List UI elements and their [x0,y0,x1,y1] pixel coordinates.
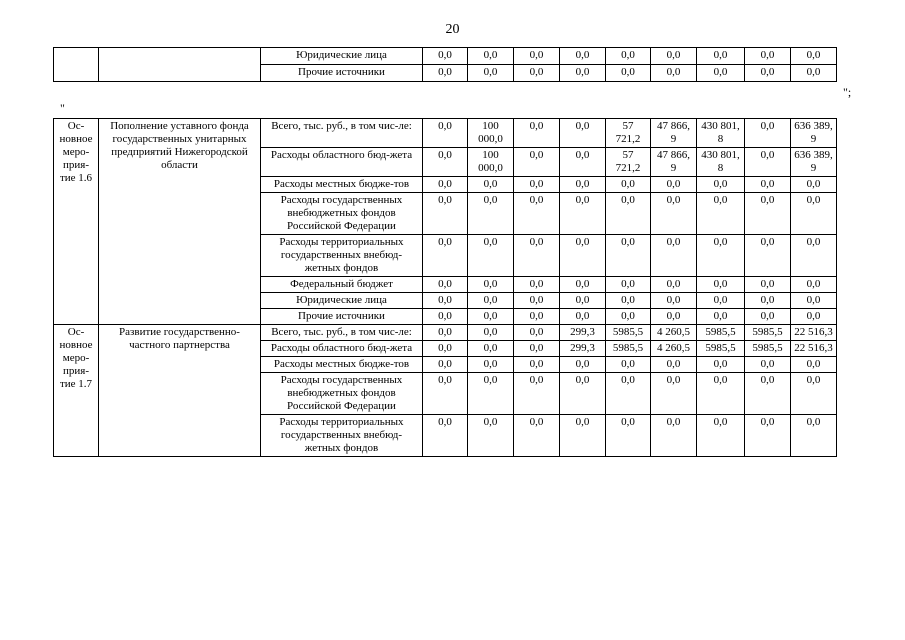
value-cell: 47 866, 9 [651,148,697,177]
value-cell: 0,0 [423,48,468,65]
value-cell: 0,0 [651,277,697,293]
page-number: 20 [445,22,460,37]
source-label-cell: Расходы территориальных государственных внебюд-жетных фондов [261,415,423,457]
value-cell: 0,0 [791,65,837,82]
table-row [54,325,837,341]
source-label-cell: Расходы государственных внебюджетных фондов Российской Федерации [261,373,423,415]
value-cell: 0,0 [514,373,560,415]
value-cell: 0,0 [423,119,468,148]
value-cell: 0,0 [697,193,745,235]
source-label-cell: Расходы областного бюд-жета [261,148,423,177]
value-cell: 0,0 [560,235,606,277]
table-row [54,119,837,148]
value-cell: 0,0 [791,415,837,457]
value-cell: 0,0 [697,373,745,415]
value-cell: 0,0 [745,373,791,415]
value-cell: 0,0 [745,48,791,65]
continuation-table [53,47,837,82]
value-cell: 0,0 [468,341,514,357]
value-cell: 0,0 [745,177,791,193]
value-cell: 0,0 [697,277,745,293]
value-cell: 0,0 [468,325,514,341]
value-cell: 57 721,2 [606,148,651,177]
value-cell: 430 801, 8 [697,119,745,148]
value-cell: 0,0 [745,148,791,177]
value-cell: 0,0 [560,119,606,148]
value-cell: 22 516,3 [791,341,837,357]
value-cell: 0,0 [606,357,651,373]
value-cell: 0,0 [423,65,468,82]
value-cell: 0,0 [651,177,697,193]
value-cell: 0,0 [514,277,560,293]
value-cell: 0,0 [745,415,791,457]
source-label-cell: Прочие источники [261,309,423,325]
value-cell: 0,0 [697,235,745,277]
closing-quote-mark: "; [843,85,852,99]
value-cell: 0,0 [651,373,697,415]
source-label-cell: Расходы местных бюдже-тов [261,357,423,373]
value-cell: 0,0 [745,193,791,235]
value-cell: 0,0 [697,357,745,373]
value-cell: 0,0 [468,235,514,277]
value-cell: 0,0 [745,357,791,373]
source-label-cell: Всего, тыс. руб., в том чис-ле: [261,119,423,148]
value-cell: 0,0 [514,193,560,235]
value-cell: 0,0 [791,373,837,415]
value-cell: 0,0 [606,373,651,415]
source-label-cell: Федеральный бюджет [261,277,423,293]
value-cell: 22 516,3 [791,325,837,341]
value-cell: 0,0 [423,148,468,177]
source-label-cell: Расходы местных бюдже-тов [261,177,423,193]
value-cell: 0,0 [468,193,514,235]
value-cell: 5985,5 [606,341,651,357]
value-cell: 430 801, 8 [697,148,745,177]
value-cell: 0,0 [651,48,697,65]
value-cell: 0,0 [423,293,468,309]
measure-title-cell: Развитие государственно-частного партнерства [99,325,261,457]
value-cell: 5985,5 [745,341,791,357]
value-cell: 0,0 [560,415,606,457]
value-cell: 0,0 [423,341,468,357]
value-cell: 5985,5 [745,325,791,341]
value-cell: 0,0 [423,373,468,415]
value-cell: 0,0 [514,293,560,309]
measure-code-cell [54,48,99,82]
value-cell: 0,0 [560,277,606,293]
measure-code-cell: Ос- новное меро- прия- тие 1.6 [54,119,99,325]
value-cell: 0,0 [560,357,606,373]
value-cell: 0,0 [651,65,697,82]
value-cell: 0,0 [560,148,606,177]
value-cell: 0,0 [514,341,560,357]
value-cell: 636 389, 9 [791,148,837,177]
value-cell: 0,0 [514,357,560,373]
value-cell: 0,0 [468,65,514,82]
value-cell: 0,0 [468,309,514,325]
source-label-cell: Юридические лица [261,293,423,309]
value-cell: 0,0 [697,65,745,82]
measure-code-cell: Ос- новное меро- прия- тие 1.7 [54,325,99,457]
value-cell: 0,0 [468,373,514,415]
source-label-cell: Всего, тыс. руб., в том чис-ле: [261,325,423,341]
value-cell: 0,0 [791,357,837,373]
measures-table [53,118,837,457]
measure-title-cell [99,48,261,82]
value-cell: 0,0 [560,177,606,193]
value-cell: 0,0 [745,65,791,82]
value-cell: 0,0 [468,277,514,293]
value-cell: 0,0 [651,357,697,373]
value-cell: 0,0 [745,119,791,148]
value-cell: 0,0 [606,177,651,193]
value-cell: 0,0 [514,48,560,65]
value-cell: 0,0 [560,309,606,325]
source-label-cell: Юридические лица [261,48,423,65]
source-label-cell: Расходы областного бюд-жета [261,341,423,357]
value-cell: 299,3 [560,341,606,357]
value-cell: 0,0 [423,415,468,457]
value-cell: 5985,5 [697,341,745,357]
value-cell: 0,0 [560,373,606,415]
value-cell: 0,0 [468,357,514,373]
value-cell: 0,0 [697,415,745,457]
value-cell: 0,0 [606,65,651,82]
value-cell: 0,0 [791,48,837,65]
value-cell: 5985,5 [606,325,651,341]
value-cell: 4 260,5 [651,325,697,341]
source-label-cell: Расходы территориальных государственных внебюд-жетных фондов [261,235,423,277]
value-cell: 0,0 [651,415,697,457]
value-cell: 0,0 [423,309,468,325]
value-cell: 0,0 [791,235,837,277]
value-cell: 0,0 [560,193,606,235]
value-cell: 0,0 [745,293,791,309]
value-cell: 0,0 [514,148,560,177]
value-cell: 0,0 [651,293,697,309]
value-cell: 0,0 [514,177,560,193]
value-cell: 100 000,0 [468,148,514,177]
value-cell: 0,0 [514,325,560,341]
value-cell: 0,0 [651,193,697,235]
value-cell: 57 721,2 [606,119,651,148]
value-cell: 0,0 [606,193,651,235]
value-cell: 0,0 [606,277,651,293]
value-cell: 0,0 [606,293,651,309]
value-cell: 0,0 [423,177,468,193]
value-cell: 0,0 [606,48,651,65]
source-label-cell: Расходы государственных внебюджетных фондов Российской Федерации [261,193,423,235]
value-cell: 0,0 [697,177,745,193]
value-cell: 0,0 [423,193,468,235]
value-cell: 0,0 [745,235,791,277]
value-cell: 0,0 [560,293,606,309]
value-cell: 0,0 [514,119,560,148]
value-cell: 0,0 [423,325,468,341]
value-cell: 0,0 [791,177,837,193]
value-cell: 0,0 [791,309,837,325]
value-cell: 0,0 [697,48,745,65]
value-cell: 0,0 [514,415,560,457]
value-cell: 0,0 [468,177,514,193]
value-cell: 0,0 [514,309,560,325]
value-cell: 0,0 [606,415,651,457]
value-cell: 0,0 [560,65,606,82]
value-cell: 0,0 [423,235,468,277]
value-cell: 0,0 [468,48,514,65]
value-cell: 0,0 [606,235,651,277]
value-cell: 47 866, 9 [651,119,697,148]
value-cell: 0,0 [745,277,791,293]
value-cell: 299,3 [560,325,606,341]
value-cell: 0,0 [697,293,745,309]
value-cell: 0,0 [651,235,697,277]
value-cell: 0,0 [745,309,791,325]
value-cell: 0,0 [697,309,745,325]
value-cell: 0,0 [468,293,514,309]
measure-title-cell: Пополнение уставного фонда государственных унитарных предприятий Нижегородской области [99,119,261,325]
value-cell: 0,0 [514,65,560,82]
table-row [54,48,837,65]
value-cell: 0,0 [606,309,651,325]
value-cell: 0,0 [514,235,560,277]
opening-quote-mark: " [60,101,65,115]
value-cell: 0,0 [560,48,606,65]
value-cell: 0,0 [791,193,837,235]
value-cell: 0,0 [423,357,468,373]
value-cell: 0,0 [791,277,837,293]
value-cell: 100 000,0 [468,119,514,148]
value-cell: 0,0 [468,415,514,457]
value-cell: 0,0 [791,293,837,309]
value-cell: 0,0 [651,309,697,325]
value-cell: 4 260,5 [651,341,697,357]
value-cell: 0,0 [423,277,468,293]
source-label-cell: Прочие источники [261,65,423,82]
value-cell: 636 389, 9 [791,119,837,148]
value-cell: 5985,5 [697,325,745,341]
